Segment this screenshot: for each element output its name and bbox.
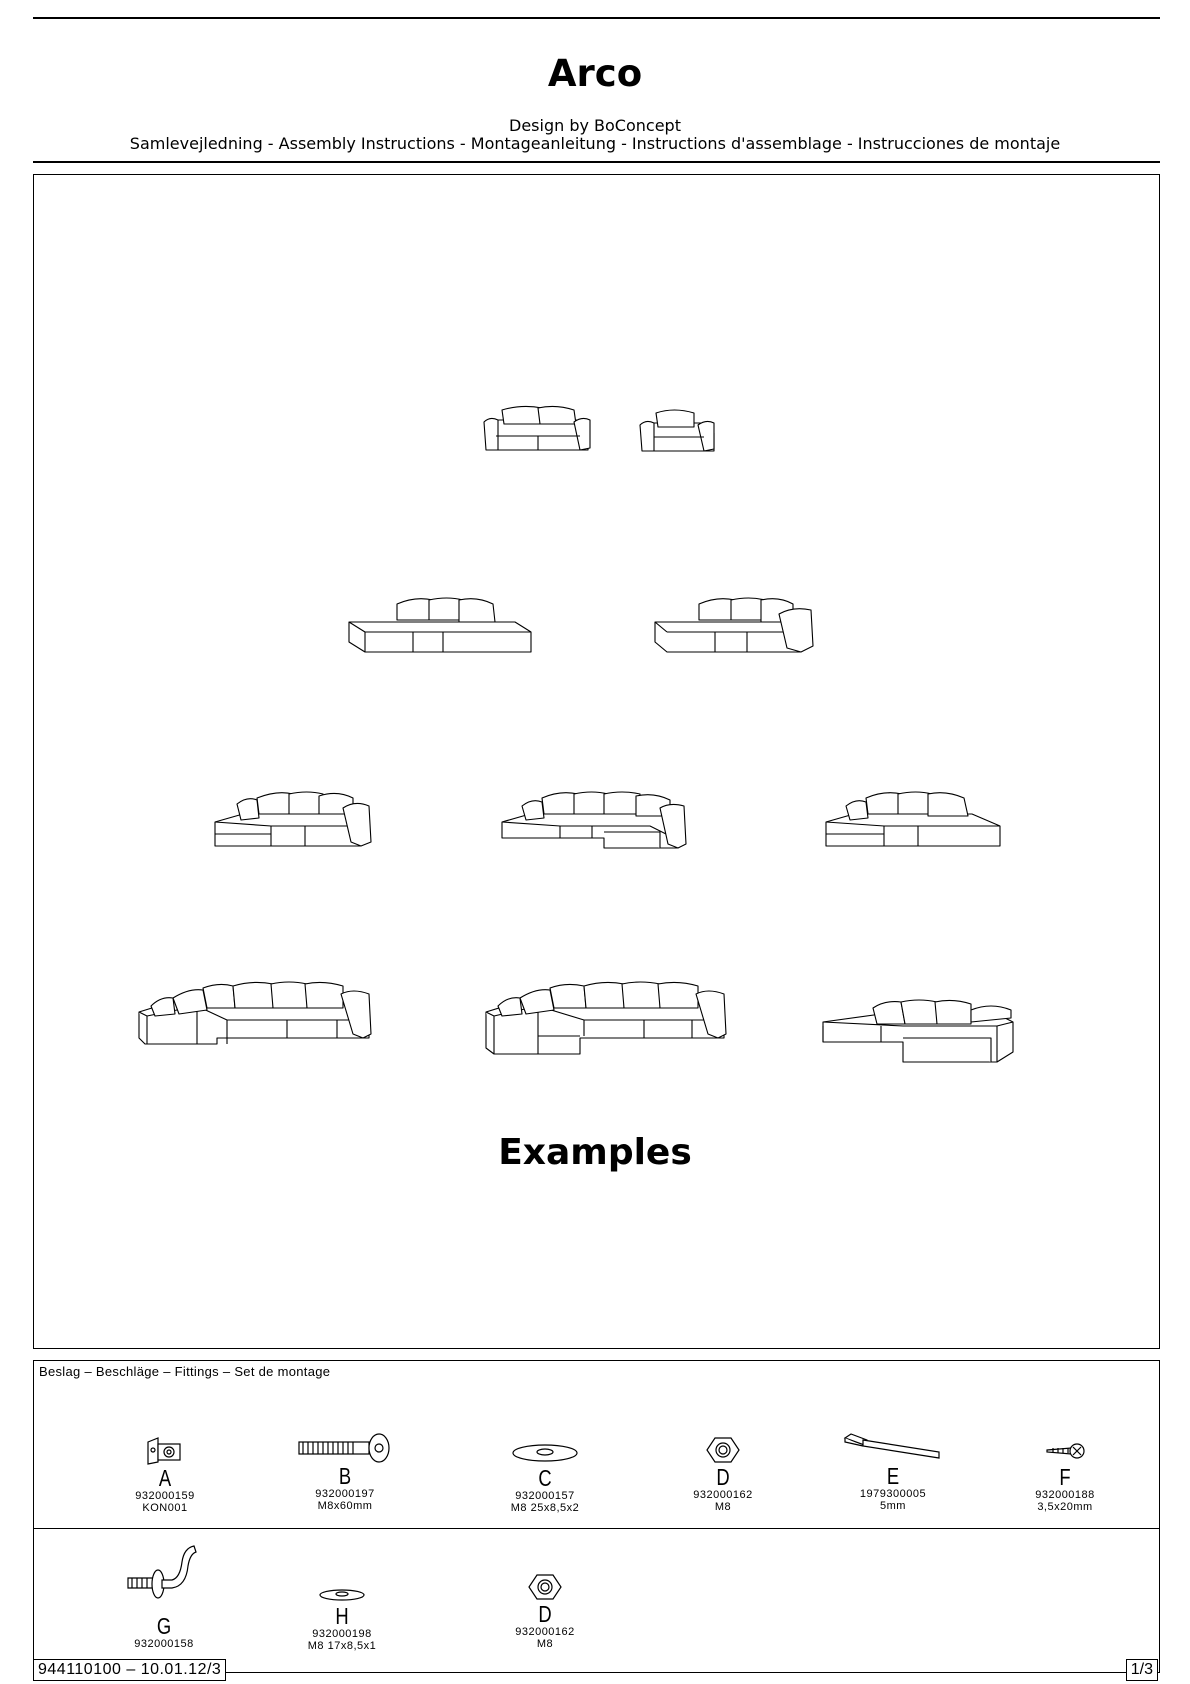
sofa-illustration — [484, 978, 730, 1058]
sofa-illustration — [500, 788, 692, 852]
part-d-second — [465, 1572, 625, 1650]
part-letter: F — [1059, 1464, 1071, 1490]
washer-icon — [510, 1440, 580, 1466]
bracket-icon — [144, 1436, 186, 1466]
part-spec: 3,5x20mm — [1037, 1501, 1093, 1513]
part-spec: 5mm — [880, 1500, 906, 1512]
part-letter: D — [716, 1464, 730, 1490]
designer-line: Design by BoConcept — [509, 116, 681, 135]
part-code: 932000158 — [134, 1638, 194, 1650]
part-code: 932000157 — [515, 1490, 575, 1502]
screw-icon — [1043, 1437, 1087, 1465]
nut-icon — [705, 1435, 741, 1465]
part-spec: M8 — [536, 1638, 554, 1650]
sofa-illustration — [482, 404, 594, 456]
part-code: 1979300005 — [859, 1488, 927, 1500]
sofa-illustration — [653, 594, 815, 652]
part-code: 932000162 — [693, 1489, 753, 1501]
part-spec: KON001 — [142, 1502, 188, 1514]
document-code: 944110100 – 10.01.12/3 — [33, 1659, 226, 1681]
part-a — [85, 1436, 245, 1514]
fittings-header: Beslag – Beschläge – Fittings – Set de montage — [39, 1364, 331, 1379]
part-h — [262, 1586, 422, 1652]
bolt-icon — [297, 1432, 393, 1464]
page-title: Arco — [547, 52, 643, 95]
part-letter: G — [156, 1613, 172, 1639]
part-spec: M8x60mm — [317, 1500, 373, 1512]
sofa-illustration — [824, 788, 1004, 848]
languages-line: Samlevejledning - Assembly Instructions - Montageanleitung - Instructions d'assemblage - Instrucciones de montaje — [129, 134, 1061, 153]
part-d — [643, 1435, 803, 1513]
part-g — [84, 1542, 244, 1650]
part-letter: C — [538, 1465, 552, 1491]
part-code: 932000159 — [135, 1490, 195, 1502]
armchair-illustration — [638, 407, 718, 457]
part-b — [265, 1432, 425, 1512]
hook-icon — [124, 1542, 204, 1614]
part-letter: E — [886, 1463, 900, 1489]
part-letter: B — [338, 1463, 352, 1489]
part-code: 932000197 — [315, 1488, 375, 1500]
part-e — [813, 1432, 973, 1512]
sofa-illustration — [345, 594, 535, 652]
washer-icon — [317, 1586, 367, 1604]
part-code: 932000188 — [1035, 1489, 1095, 1501]
part-code: 932000162 — [515, 1626, 575, 1638]
allen-key-icon — [841, 1432, 945, 1464]
sofa-illustration — [137, 978, 373, 1048]
part-spec: M8 25x8,5x2 — [510, 1502, 580, 1514]
part-spec: M8 — [714, 1501, 732, 1513]
examples-label: Examples — [498, 1132, 692, 1173]
part-f — [985, 1437, 1145, 1513]
part-spec: M8 17x8,5x1 — [307, 1640, 377, 1652]
sofa-illustration — [213, 788, 373, 848]
sofa-illustration — [821, 996, 1017, 1068]
nut-icon — [527, 1572, 563, 1602]
top-rule — [33, 17, 1160, 19]
part-letter: D — [538, 1601, 552, 1627]
part-letter: H — [335, 1603, 349, 1629]
header-rule — [33, 161, 1160, 163]
part-c — [465, 1440, 625, 1514]
part-letter: A — [158, 1465, 172, 1491]
page-number: 1/3 — [1126, 1659, 1158, 1681]
fittings-divider — [33, 1528, 1160, 1529]
part-code: 932000198 — [312, 1628, 372, 1640]
